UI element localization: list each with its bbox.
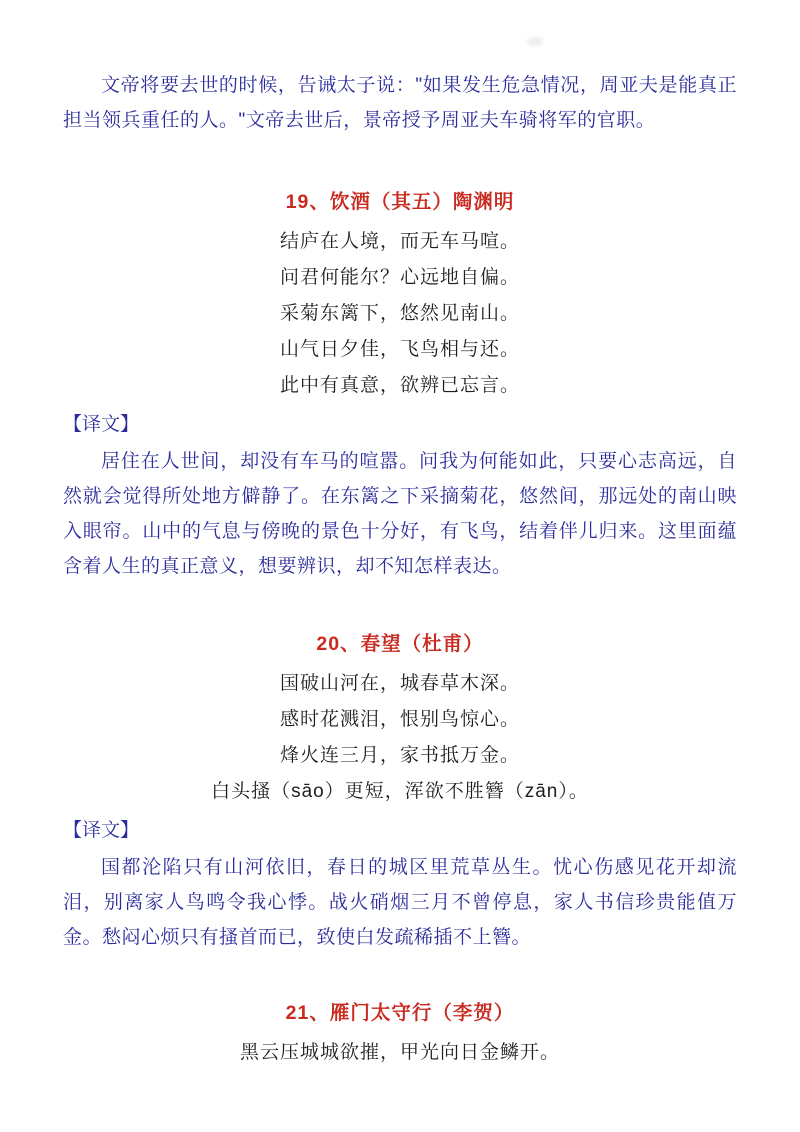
section-20-translation: 国都沦陷只有山河依旧，春日的城区里荒草丛生。忧心伤感见花开却流泪，别离家人鸟鸣令我心悸。战火硝烟三月不曾停息，家人书信珍贵能值万金。愁闷心烦只有搔首而已，致使白发疏稀插不上簪。	[63, 857, 737, 948]
poem-line: 黑云压城城欲摧，甲光向日金鳞开。	[239, 1042, 560, 1063]
poem-line: 山气日夕佳，飞鸟相与还。	[279, 339, 520, 360]
section-20-heading: 20、春望（杜甫）	[316, 633, 484, 655]
poem-line: 问君何能尔？心远地自偏。	[279, 267, 520, 288]
section-poem-21	[63, 999, 737, 1071]
section-19-translation-label: 【译文】	[63, 414, 140, 435]
poem-line: 此中有真意，欲辨已忘言。	[279, 375, 520, 396]
section-poem-20	[63, 630, 737, 955]
poem-line: 结庐在人境，而无车马喧。	[279, 231, 520, 252]
poem-line: 白头搔（sāo）更短，浑欲不胜簪（zān）。	[211, 781, 589, 802]
section-20-translation-label: 【译文】	[63, 820, 140, 841]
poem-line: 烽火连三月，家书抵万金。	[279, 745, 520, 766]
poem-line: 感时花溅泪，恨别鸟惊心。	[279, 709, 520, 730]
section-20-poem	[63, 666, 737, 810]
poem-line: 国破山河在，城春草木深。	[279, 673, 520, 694]
intro-paragraph: 文帝将要去世的时候，告诫太子说："如果发生危急情况，周亚夫是能真正担当领兵重任的人。"文帝去世后，景帝授予周亚夫车骑将军的官职。	[63, 75, 737, 131]
section-21-heading: 21、雁门太守行（李贺）	[285, 1002, 515, 1024]
section-poem-19	[63, 188, 737, 584]
section-19-translation: 居住在人世间，却没有车马的喧嚣。问我为何能如此，只要心志高远，自然就会觉得所处地方僻静了。在东篱之下采摘菊花，悠然间，那远处的南山映入眼帘。山中的气息与傍晚的景色十分好，有飞鸟，结着伴儿归来。这里面蕴含着人生的真正意义，想要辨识，却不知怎样表达。	[63, 451, 737, 577]
section-21-poem	[63, 1035, 737, 1071]
poem-line: 采菊东篱下，悠然见南山。	[279, 303, 520, 324]
section-19-poem	[63, 224, 737, 404]
faint-watermark	[527, 37, 543, 46]
section-19-heading: 19、饮酒（其五）陶渊明	[285, 191, 515, 213]
